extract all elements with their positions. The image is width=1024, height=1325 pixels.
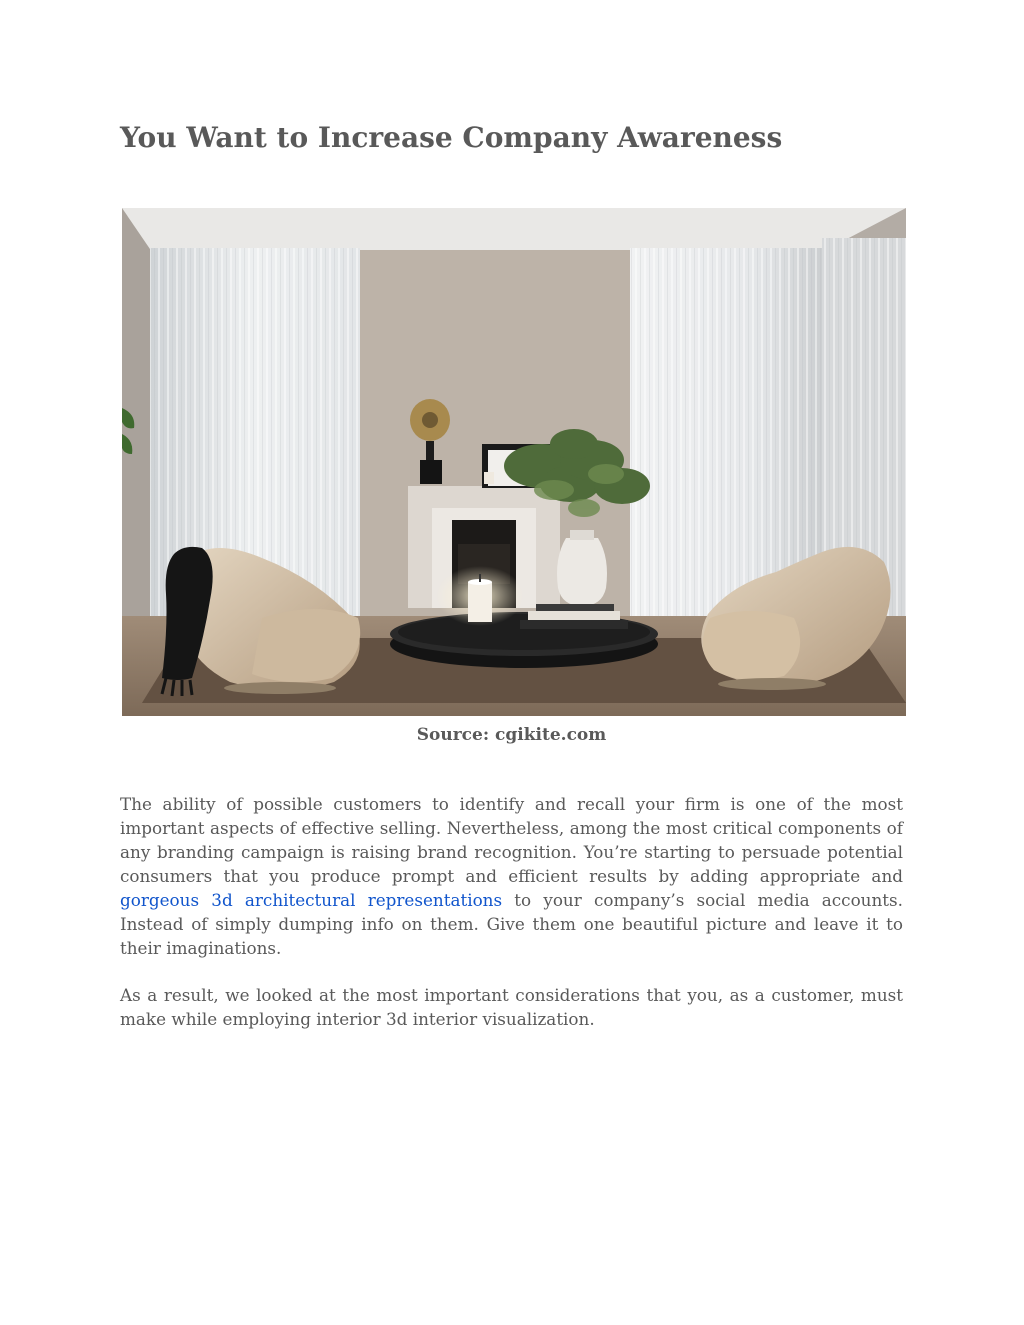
paragraph-text-after-link: to your company’s social media accounts. Instead of simply dumping info on them. Give them one beautiful picture and leave it to their imaginations. <box>120 890 903 958</box>
interior-render-image <box>122 208 906 716</box>
architectural-representations-link[interactable]: gorgeous 3d architectural representations <box>120 890 503 910</box>
paragraph-considerations: As a result, we looked at the most important considerations that you, as a customer, must make while employing interior 3d interior visualization. <box>120 985 903 1029</box>
document-page <box>120 0 903 1325</box>
image-caption: Source: cgikite.com <box>416 725 607 745</box>
paragraph-text-before-link: The ability of possible customers to identify and recall your firm is one of the most important aspects of effective selling. Nevertheless, among the most critical components of any branding campaign is raising brand recognition. You’re starting to persuade potential consumers that you produce prompt and efficient results by adding appropriate and <box>120 794 903 886</box>
page-title: You Want to Increase Company Awareness <box>120 121 783 154</box>
paragraph-brand-recognition <box>120 792 903 960</box>
